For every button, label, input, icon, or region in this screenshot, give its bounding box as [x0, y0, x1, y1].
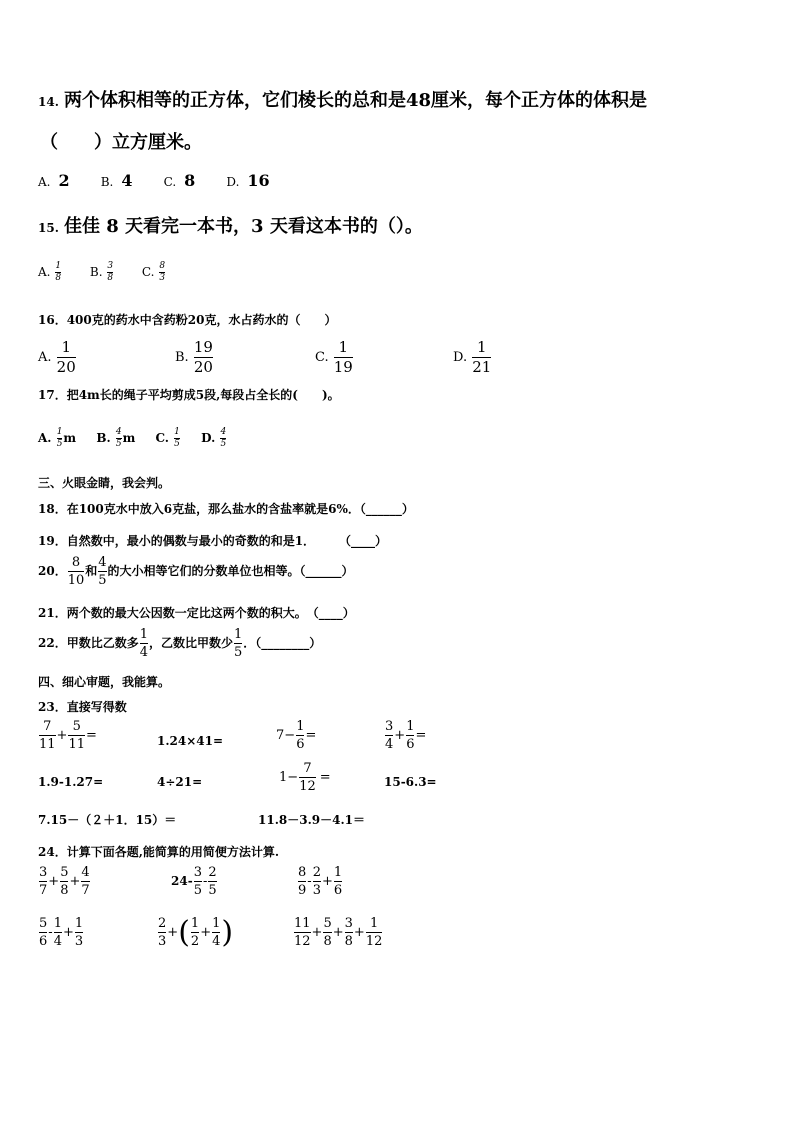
fraction: $\frac{3}{4}$: [385, 719, 394, 752]
section-4-heading: 四、细心审题，我能算。: [38, 675, 171, 689]
fraction: $\frac{1}{3}$: [74, 916, 84, 949]
option-b-value: 4: [121, 171, 133, 190]
question-14-options: A. 2 B. 4 C. 8 D. 16: [38, 171, 270, 190]
fraction: $\frac{1}{5}$: [234, 627, 243, 660]
q24-expr-3: $\frac{8}{9}$ - $\frac{2}{3}$ + $\frac{1}{6}$: [298, 865, 343, 898]
fraction: $\frac{5}{11}$: [68, 719, 85, 752]
question-17: 17．把4m长的绳子平均剪成5段,每段占全长的( )。: [38, 388, 340, 402]
fraction: $\frac{4}{5}$: [98, 555, 107, 588]
fraction: $\frac{1}{4}$: [139, 627, 148, 660]
q23-r3-b: 11.8－3.9－4.1＝: [258, 813, 365, 827]
q23-r1-d: $\frac{3}{4}$ + $\frac{1}{6}$ =: [385, 719, 427, 752]
q23-r2-a: 1.9-1.27=: [38, 775, 104, 789]
fraction: $\frac{1}{6}$: [333, 865, 343, 898]
fraction: $\frac{1}{20}$: [56, 338, 76, 376]
section-3-heading: 三、火眼金睛，我会判。: [38, 476, 171, 490]
right-paren: ): [221, 915, 234, 950]
fraction: $\frac{8}{10}$: [67, 555, 85, 588]
fraction: $\frac{1}{4}$: [53, 916, 62, 949]
fraction: $\frac{8}{9}$: [298, 865, 307, 898]
option-c-fraction: $\frac{1}{5}$: [174, 427, 180, 449]
question-22: 22．甲数比乙数多 $\frac{1}{4}$ ，乙数比甲数少 $\frac{1}{5}$ ．（________）: [38, 627, 322, 660]
option-b-fraction: $\frac{3}{8}$: [107, 261, 114, 283]
option-c-fraction: $\frac{8}{3}$: [159, 261, 166, 283]
question-20: 20． $\frac{8}{10}$ 和 $\frac{4}{5}$ 的大小相等它们的分数单位也相等。（______）: [38, 555, 354, 588]
fraction: $\frac{2}{3}$: [312, 865, 321, 898]
question-24-title: 24．计算下面各题,能简算的用简便方法计算.: [38, 845, 280, 859]
question-number: 15.: [38, 221, 59, 235]
fraction: $\frac{7}{12}$: [299, 761, 316, 794]
question-16: 16．400克的药水中含药粉20克，水占药水的（ ）: [38, 313, 337, 327]
question-18: 18．在100克水中放入6克盐，那么盐水的含盐率就是6%．（______）: [38, 502, 414, 516]
q23-r3-a: 7.15－（２＋1．15）＝: [38, 813, 177, 827]
question-19: 19．自然数中，最小的偶数与最小的奇数的和是1． （____）: [38, 534, 388, 548]
question-text: 佳佳 8 天看完一本书，3 天看这本书的（）。: [63, 216, 423, 237]
fraction: $\frac{7}{11}$: [39, 719, 56, 752]
fraction: $\frac{2}{5}$: [208, 865, 217, 898]
fraction: $\frac{5}{6}$: [39, 916, 48, 949]
fraction: $\frac{19}{20}$: [193, 338, 213, 376]
option-b-fraction: $\frac{4}{5}$: [115, 427, 122, 449]
fraction: $\frac{3}{8}$: [344, 916, 353, 949]
q24-expr-4: $\frac{5}{6}$ - $\frac{1}{4}$ + $\frac{1}{3}$: [39, 916, 84, 949]
q23-r1-b: 1.24×41=: [157, 734, 224, 748]
option-d-fraction: $\frac{4}{5}$: [220, 427, 227, 449]
left-paren: (: [178, 915, 190, 950]
fraction: $\frac{1}{2}$: [190, 916, 200, 949]
option-a-fraction: $\frac{1}{8}$: [55, 261, 62, 283]
question-14: [38, 86, 647, 112]
question-23-title: 23．直接写得数: [38, 700, 127, 714]
fraction: $\frac{1}{12}$: [365, 916, 383, 949]
question-16-option-c: C. $\frac{1}{19}$: [315, 338, 353, 376]
option-a-fraction: $\frac{1}{5}$: [56, 427, 63, 449]
question-16-option-a: A. $\frac{1}{20}$: [38, 338, 76, 376]
q23-r2-d: 15-6.3=: [384, 775, 437, 789]
fraction: $\frac{1}{19}$: [333, 338, 353, 376]
q23-r1-a: $\frac{7}{11}$ + $\frac{5}{11}$ =: [39, 719, 97, 752]
q23-r2-c: 1− $\frac{7}{12}$ =: [279, 761, 331, 794]
option-d-value: 16: [247, 171, 270, 190]
question-15: [38, 212, 423, 238]
question-number: 14.: [38, 95, 59, 109]
question-text: 两个体积相等的正方体，它们棱长的总和是48厘米，每个正方体的体积是: [63, 90, 648, 111]
fraction: $\frac{5}{8}$: [60, 865, 69, 898]
question-21: 21．两个数的最大公因数一定比这两个数的积大。 （____）: [38, 606, 355, 620]
fraction: $\frac{1}{6}$: [296, 719, 305, 752]
question-15-options: A. $\frac{1}{8}$ B. $\frac{3}{8}$ C. $\frac{8}{3}$: [38, 261, 166, 283]
option-a-value: 2: [58, 171, 70, 190]
fraction: $\frac{11}{12}$: [294, 916, 311, 949]
fraction: $\frac{3}{7}$: [39, 865, 48, 898]
fraction: $\frac{3}{5}$: [193, 865, 202, 898]
fraction: $\frac{1}{21}$: [472, 338, 492, 376]
fraction: $\frac{1}{4}$: [212, 916, 221, 949]
question-14-line2: （ ）立方厘米。: [40, 132, 202, 153]
fraction: $\frac{1}{6}$: [406, 719, 415, 752]
question-16-option-d: D. $\frac{1}{21}$: [453, 338, 492, 376]
q24-expr-6: $\frac{11}{12}$ + $\frac{5}{8}$ + $\frac{3}{8}$ + $\frac{1}{12}$: [294, 916, 383, 949]
q23-r2-b: 4÷21=: [157, 775, 203, 789]
q24-expr-2: 24- $\frac{3}{5}$ - $\frac{2}{5}$: [171, 865, 217, 898]
fraction: $\frac{4}{7}$: [81, 865, 90, 898]
fraction: $\frac{5}{8}$: [323, 916, 332, 949]
question-17-options: A. $\frac{1}{5}$ m B. $\frac{4}{5}$ m C. $\frac{1}{5}$ D. $\frac{4}{5}$: [38, 427, 227, 449]
q24-expr-5: $\frac{2}{3}$ +( $\frac{1}{2}$ + $\frac{1}{4}$ ): [158, 915, 234, 950]
question-16-option-b: B. $\frac{19}{20}$: [175, 338, 213, 376]
fraction: $\frac{2}{3}$: [158, 916, 167, 949]
option-c-value: 8: [184, 171, 196, 190]
q23-r1-c: 7− $\frac{1}{6}$ =: [276, 719, 317, 752]
q24-expr-1: $\frac{3}{7}$ + $\frac{5}{8}$ + $\frac{4}{7}$: [39, 865, 90, 898]
